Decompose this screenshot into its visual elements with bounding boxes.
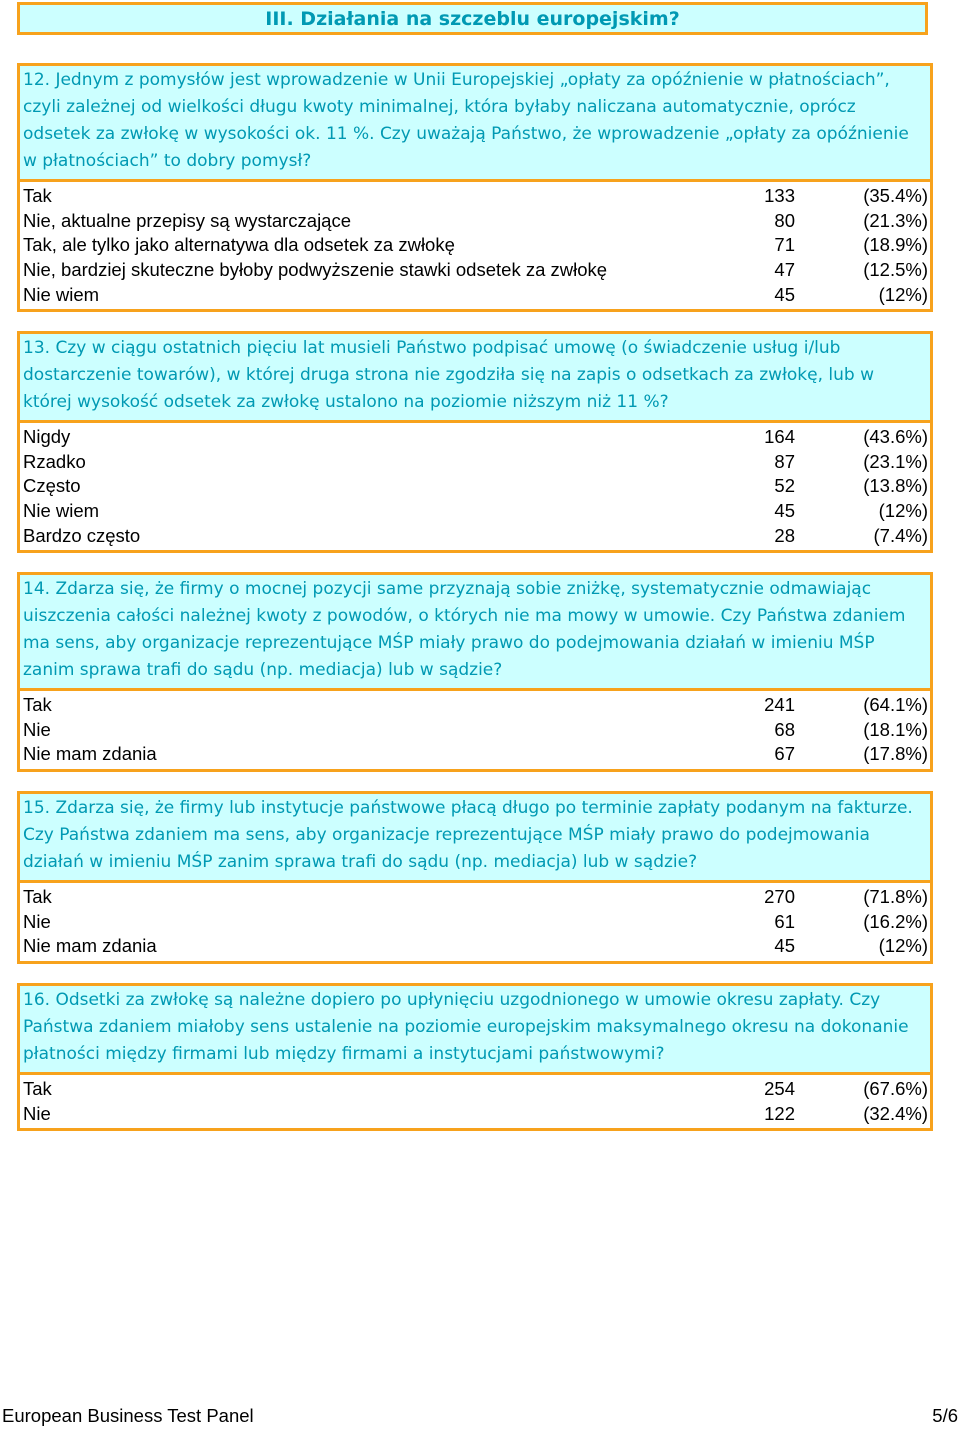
answer-list bbox=[20, 1075, 930, 1128]
answer-label: Nie wiem bbox=[23, 283, 100, 305]
answer-label: Tak bbox=[23, 185, 52, 207]
question-text: 15. Zdarza się, że firmy lub instytucje państwowe płacą długo po terminie zapłaty podanym na fakturze. Czy Państwa zdaniem ma sens, aby organizacje reprezentujące MŚP miały prawo do podejmowania działań w imieniu MŚP zanim sprawa trafi do sądu (np. mediacja) lub w sądzie? bbox=[20, 794, 930, 883]
answer-percent: (64.1%) bbox=[863, 694, 928, 716]
answer-row bbox=[20, 425, 930, 450]
answer-percent: (12%) bbox=[878, 935, 928, 957]
answer-list bbox=[20, 182, 930, 309]
question-block-12 bbox=[17, 63, 933, 312]
answer-percent: (35.4%) bbox=[863, 185, 928, 207]
answer-row bbox=[20, 910, 930, 935]
answer-row bbox=[20, 450, 930, 475]
answer-count: 241 bbox=[764, 694, 795, 716]
answer-label: Nie mam zdania bbox=[23, 743, 157, 765]
answer-label: Nigdy bbox=[23, 426, 71, 448]
answer-label: Bardzo często bbox=[23, 524, 141, 546]
answer-row bbox=[20, 718, 930, 743]
footer-title: European Business Test Panel bbox=[2, 1405, 254, 1426]
answer-row bbox=[20, 233, 930, 258]
answer-percent: (12%) bbox=[878, 283, 928, 305]
answer-row bbox=[20, 693, 930, 718]
question-text: 13. Czy w ciągu ostatnich pięciu lat musieli Państwo podpisać umowę (o świadczenie usług i/lub dostarczenie towarów), w której druga strona nie zgodziła się na zapis o odsetkach za zwłokę, lub w której wysokość odsetek za zwłokę ustalono na poziomie niższym niż 11 %? bbox=[20, 334, 930, 423]
answer-row bbox=[20, 282, 930, 307]
answer-label: Tak bbox=[23, 1078, 52, 1100]
answer-count: 254 bbox=[764, 1078, 795, 1100]
answer-count: 67 bbox=[774, 743, 795, 765]
answer-row bbox=[20, 1077, 930, 1102]
answer-count: 45 bbox=[774, 935, 795, 957]
answer-label: Często bbox=[23, 475, 81, 497]
answer-label: Nie, bardziej skuteczne byłoby podwyższenie stawki odsetek za zwłokę bbox=[23, 259, 608, 281]
page-number: 5/6 bbox=[932, 1405, 958, 1426]
answer-percent: (43.6%) bbox=[863, 426, 928, 448]
answer-row bbox=[20, 474, 930, 499]
answer-count: 122 bbox=[764, 1102, 795, 1124]
answer-count: 47 bbox=[774, 259, 795, 281]
answer-percent: (17.8%) bbox=[863, 743, 928, 765]
answer-label: Tak bbox=[23, 886, 52, 908]
answer-percent: (16.2%) bbox=[863, 910, 928, 932]
answer-list bbox=[20, 883, 930, 961]
answer-list bbox=[20, 423, 930, 550]
answer-count: 87 bbox=[774, 450, 795, 472]
answer-label: Rzadko bbox=[23, 450, 86, 472]
section-title: III. Działania na szczeblu europejskim? bbox=[17, 2, 928, 35]
answer-count: 133 bbox=[764, 185, 795, 207]
answer-label: Nie bbox=[23, 910, 51, 932]
answer-percent: (67.6%) bbox=[863, 1078, 928, 1100]
question-text: 14. Zdarza się, że firmy o mocnej pozycji same przyznają sobie zniżkę, systematycznie odmawiając uiszczenia całości należnej kwoty z powodów, o których nie ma mowy w umowie. Czy Państwa zdaniem ma sens, aby organizacje reprezentujące MŚP miały prawo do podejmowania działań w imieniu MŚP zanim sprawa trafi do sądu (np. mediacja) lub w sądzie? bbox=[20, 575, 930, 691]
answer-count: 52 bbox=[774, 475, 795, 497]
answer-percent: (32.4%) bbox=[863, 1102, 928, 1124]
answer-list bbox=[20, 691, 930, 769]
answer-percent: (18.1%) bbox=[863, 718, 928, 740]
answer-row bbox=[20, 184, 930, 209]
question-block-13 bbox=[17, 331, 933, 553]
answer-percent: (21.3%) bbox=[863, 209, 928, 231]
answer-label: Nie, aktualne przepisy są wystarczające bbox=[23, 209, 352, 231]
question-block-16 bbox=[17, 983, 933, 1131]
answer-percent: (18.9%) bbox=[863, 234, 928, 256]
answer-percent: (12%) bbox=[878, 500, 928, 522]
answer-count: 45 bbox=[774, 500, 795, 522]
answer-label: Nie wiem bbox=[23, 500, 100, 522]
answer-label: Nie mam zdania bbox=[23, 935, 157, 957]
answer-count: 71 bbox=[774, 234, 795, 256]
answer-percent: (7.4%) bbox=[873, 524, 928, 546]
answer-percent: (23.1%) bbox=[863, 450, 928, 472]
answer-row bbox=[20, 885, 930, 910]
answer-count: 28 bbox=[774, 524, 795, 546]
question-block-14 bbox=[17, 572, 933, 772]
question-block-15 bbox=[17, 791, 933, 964]
answer-count: 61 bbox=[774, 910, 795, 932]
answer-label: Nie bbox=[23, 718, 51, 740]
answer-count: 164 bbox=[764, 426, 795, 448]
answer-count: 45 bbox=[774, 283, 795, 305]
answer-label: Tak bbox=[23, 694, 52, 716]
answer-count: 80 bbox=[774, 209, 795, 231]
answer-percent: (12.5%) bbox=[863, 259, 928, 281]
answer-row bbox=[20, 523, 930, 548]
answer-percent: (13.8%) bbox=[863, 475, 928, 497]
question-text: 16. Odsetki za zwłokę są należne dopiero po upłynięciu uzgodnionego w umowie okresu zapłaty. Czy Państwa zdaniem miałoby sens ustalenie na poziomie europejskim maksymalnego okresu na dokonanie płatności między firmami lub między firmami a instytucjami państwowymi? bbox=[20, 986, 930, 1075]
answer-count: 68 bbox=[774, 718, 795, 740]
question-text: 12. Jednym z pomysłów jest wprowadzenie w Unii Europejskiej „opłaty za opóźnienie w płatnościach”, czyli zależnej od wielkości długu kwoty minimalnej, która byłaby naliczana automatycznie, oprócz odsetek za zwłokę w wysokości ok. 11 %. Czy uważają Państwo, że wprowadzenie „opłaty za opóźnienie w płatnościach” to dobry pomysł? bbox=[20, 66, 930, 182]
answer-row bbox=[20, 499, 930, 524]
answer-row bbox=[20, 209, 930, 234]
answer-label: Nie bbox=[23, 1102, 51, 1124]
answer-row bbox=[20, 1102, 930, 1127]
answer-percent: (71.8%) bbox=[863, 886, 928, 908]
answer-label: Tak, ale tylko jako alternatywa dla odsetek za zwłokę bbox=[23, 234, 455, 256]
answer-row bbox=[20, 742, 930, 767]
answer-row bbox=[20, 934, 930, 959]
answer-row bbox=[20, 258, 930, 283]
answer-count: 270 bbox=[764, 886, 795, 908]
